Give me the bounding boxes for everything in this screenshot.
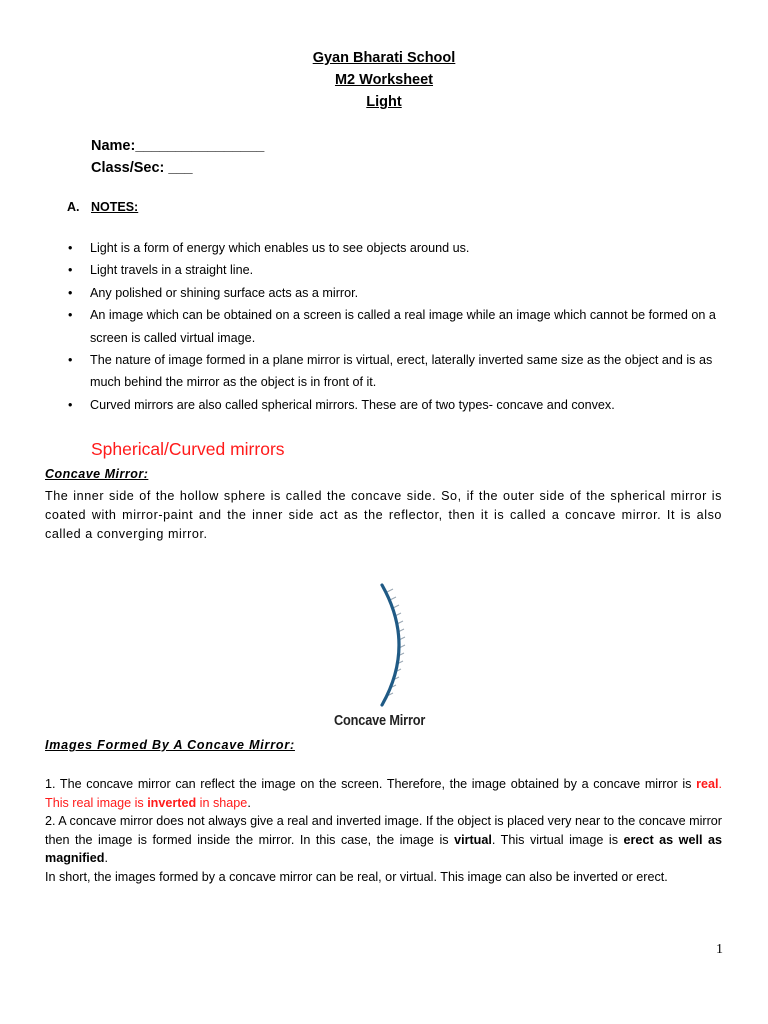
- mirror-arc: [382, 585, 399, 705]
- point-2-text-mid: . This virtual image is: [491, 832, 624, 847]
- class-sec-field: Class/Sec: ___: [91, 160, 193, 176]
- list-item: • Any polished or shining surface acts as a mirror.: [90, 282, 730, 304]
- worksheet-title: M2 Worksheet: [334, 72, 434, 88]
- point-1-period: .: [247, 795, 251, 810]
- school-name: Gyan Bharati School: [312, 50, 456, 66]
- concave-mirror-diagram: [370, 582, 410, 708]
- point-1: [45, 775, 722, 812]
- point-1-red-text: . This real image is: [45, 777, 722, 810]
- subject-title: Light: [366, 94, 402, 110]
- erect-magnified-term: erect as well as magnified: [45, 832, 723, 866]
- inverted-term: inverted: [147, 795, 197, 810]
- point-1-red-end: in shape: [196, 795, 248, 810]
- point-2-text: 2. A concave mirror does not always give a real and inverted image. If the object is placed very near to the concave mirror then the image is formed inside the mirror. In this case, the image is: [45, 814, 722, 847]
- mirror-hatching: [387, 589, 405, 696]
- list-item: • An image which can be obtained on a screen is called a real image while an image which cannot be formed on a screen is called virtual image.: [90, 304, 730, 349]
- concave-mirror-paragraph: The inner side of the hollow sphere is called the concave side. So, if the outer side of the spherical mirror is coated with mirror-paint and the inner side act as the reflector, then it is called a concave mirror. It is also called a converging mirror.: [45, 489, 722, 541]
- section-a-label: A.: [67, 200, 80, 214]
- summary: In short, the images formed by a concave mirror can be real, or virtual. This image can also be inverted or erect.: [45, 869, 668, 884]
- list-item: • Light is a form of energy which enables us to see objects around us.: [90, 237, 730, 259]
- section-a-heading: [67, 200, 138, 214]
- concave-mirror-heading: Concave Mirror:: [45, 467, 149, 481]
- point-2-period: .: [104, 851, 108, 866]
- section-a-title: NOTES:: [91, 200, 139, 214]
- notes-list: [90, 237, 730, 416]
- point-1-text: 1. The concave mirror can reflect the image on the screen. Therefore, the image obtained by a concave mirror is: [45, 777, 697, 791]
- virtual-term: virtual: [454, 832, 492, 847]
- images-formed-body: [45, 775, 722, 887]
- page-number: 1: [716, 942, 723, 957]
- name-field: Name:________________: [91, 138, 265, 154]
- images-formed-heading: Images Formed By A Concave Mirror:: [45, 738, 295, 752]
- real-term: real: [696, 777, 719, 791]
- spherical-mirrors-heading: Spherical/Curved mirrors: [91, 439, 285, 459]
- list-item: • The nature of image formed in a plane mirror is virtual, erect, laterally inverted same size as the object and is as much behind the mirror as the object is in front of it.: [90, 349, 730, 394]
- list-item: • Light travels in a straight line.: [90, 259, 730, 281]
- figure-caption: Concave Mirror: [334, 713, 426, 729]
- list-item: • Curved mirrors are also called spherical mirrors. These are of two types- concave and convex.: [90, 394, 730, 416]
- point-2: [45, 812, 722, 868]
